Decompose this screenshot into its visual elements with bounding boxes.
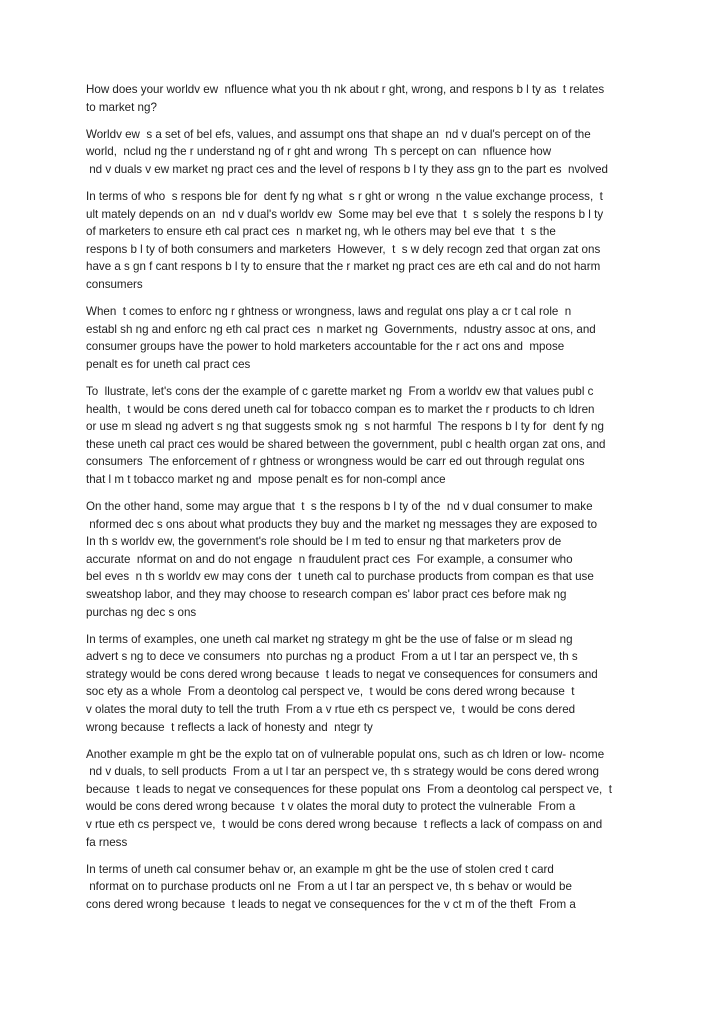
text-line: How does your worldv ew nfluence what you th nk about r ght, wrong, and respons b l ty as t relates <box>86 83 605 96</box>
text-line: that l m t tobacco market ng and mpose penalt es for non-compl ance <box>86 472 446 486</box>
text-line: In terms of uneth cal consumer behav or, an example m ght be the use of stolen cred t card <box>86 862 554 876</box>
text-line: establ sh ng and enforc ng eth cal pract ces n market ng Governments, ndustry assoc at ons, and <box>86 322 596 336</box>
text-line: nformed dec s ons about what products they buy and the market ng messages they are exposed to <box>86 517 598 531</box>
paragraph <box>86 631 638 737</box>
text-line: Another example m ght be the explo tat on of vulnerable populat ons, such as ch ldren or low- ncome <box>86 747 605 761</box>
text-line: In terms of who s respons ble for dent fy ng what s r ght or wrong n the value exchange process, t <box>86 189 603 203</box>
paragraph <box>86 746 638 852</box>
text-line: To llustrate, let's cons der the example of c garette market ng From a worldv ew that values publ c <box>86 384 594 398</box>
text-line: cons dered wrong because t leads to negat ve consequences for the v ct m of the theft From a <box>86 897 576 911</box>
text-line: accurate nformat on and do not engage n fraudulent pract ces For example, a consumer who <box>86 552 573 566</box>
text-line: consumers The enforcement of r ghtness or wrongness would be carr ed out through regulat ons <box>86 455 585 469</box>
text-line: In terms of examples, one uneth cal market ng strategy m ght be the use of false or m slead ng <box>86 632 573 646</box>
paragraph <box>86 126 638 179</box>
document-body <box>86 81 638 923</box>
paragraph <box>86 383 638 489</box>
text-line: ult mately depends on an nd v dual's worldv ew Some may bel eve that t s solely the respons b l ty <box>86 207 604 221</box>
text-line: consumers <box>86 277 143 291</box>
text-line: v olates the moral duty to tell the truth From a v rtue eth cs perspect ve, t would be cons dered <box>86 703 576 716</box>
paragraph <box>86 81 638 116</box>
text-line: On the other hand, some may argue that t s the respons b l ty of the nd v dual consumer to make <box>86 499 593 513</box>
text-line: of marketers to ensure eth cal pract ces n market ng, wh le others may bel eve that t s the <box>86 225 556 239</box>
text-line: wrong because t reflects a lack of honesty and ntegr ty <box>86 720 373 734</box>
text-line: world, nclud ng the r understand ng of r ght and wrong Th s percept on can nfluence how <box>86 145 552 159</box>
paragraph <box>86 188 638 294</box>
text-line: fa rness <box>86 835 128 849</box>
paragraph <box>86 303 638 373</box>
text-line: When t comes to enforc ng r ghtness or wrongness, laws and regulat ons play a cr t cal role n <box>86 305 572 319</box>
text-line: v rtue eth cs perspect ve, t would be cons dered wrong because t reflects a lack of compass on and <box>86 818 603 832</box>
text-line: or use m slead ng advert s ng that suggests smok ng s not harmful The respons b l ty for dent fy ng <box>86 420 604 434</box>
text-line: Worldv ew s a set of bel efs, values, and assumpt ons that shape an nd v dual's percept on of the <box>86 127 591 141</box>
text-line: penalt es for uneth cal pract ces <box>86 357 251 371</box>
text-line: these uneth cal pract ces would be shared between the government, publ c health organ zat ons, and <box>86 437 606 451</box>
text-line: to market ng? <box>86 100 157 114</box>
text-line: consumer groups have the power to hold marketers accountable for the r act ons and mpose <box>86 340 565 354</box>
text-line: respons b l ty of both consumers and marketers However, t s w dely recogn zed that organ zat ons <box>86 242 601 256</box>
text-line: purchas ng dec s ons <box>86 605 197 619</box>
text-line: nformat on to purchase products onl ne From a ut l tar an perspect ve, th s behav or would be <box>86 880 572 894</box>
paragraph <box>86 861 638 914</box>
text-line: nd v duals v ew market ng pract ces and the level of respons b l ty they ass gn to the part es nvolved <box>86 162 609 176</box>
text-line: sweatshop labor, and they may choose to research compan es' labor pract ces before mak ng <box>86 587 567 601</box>
text-line: In th s worldv ew, the government's role should be l m ted to ensur ng that marketers prov de <box>86 535 562 549</box>
text-line: nd v duals, to sell products From a ut l tar an perspect ve, th s strategy would be cons dered wrong <box>86 765 599 779</box>
text-line: would be cons dered wrong because t v olates the moral duty to protect the vulnerable From a <box>86 800 576 814</box>
text-line: health, t would be cons dered uneth cal for tobacco compan es to market the r products to ch ldren <box>86 402 595 416</box>
text-line: have a s gn f cant respons b l ty to ensure that the r market ng pract ces are eth cal and do not harm <box>86 260 601 274</box>
text-line: because t leads to negat ve consequences for these populat ons From a deontolog cal perspect ve, t <box>86 782 612 796</box>
text-line: soc ety as a whole From a deontolog cal perspect ve, t would be cons dered wrong because t <box>86 685 575 699</box>
paragraph <box>86 498 638 621</box>
text-line: advert s ng to dece ve consumers nto purchas ng a product From a ut l tar an perspect ve, th s <box>86 650 578 664</box>
text-line: bel eves n th s worldv ew may cons der t uneth cal to purchase products from compan es that use <box>86 570 594 584</box>
text-line: strategy would be cons dered wrong because t leads to negat ve consequences for consumers and <box>86 667 598 681</box>
